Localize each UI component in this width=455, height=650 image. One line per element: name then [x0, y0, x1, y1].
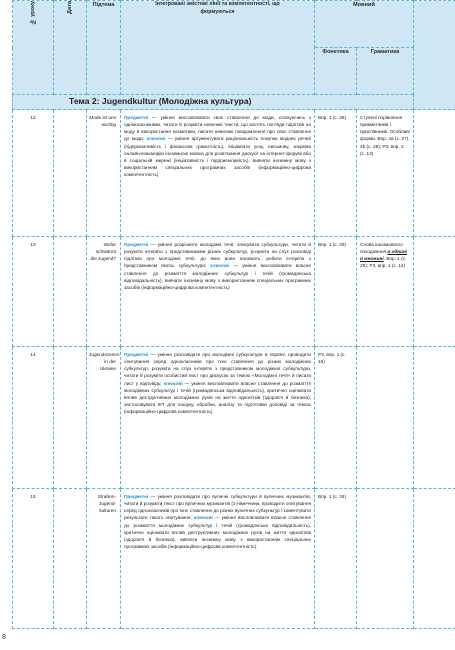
lesson-phonetics: Впр. 1 (с. 26) [315, 110, 357, 237]
lesson-number: 12 [13, 110, 54, 237]
col-header-language: Мовний [315, 1, 414, 48]
blank-column [414, 1, 455, 110]
lesson-competences: Предметні — уміння розповідати про вуличні субкультури й вуличних музикантів, читати й розуміти текст про вуличних музикантів (з Німеччини, проводити опитування серед однокласників про їхнє ставлення до різних вуличних субкультур і коментувати результати такого опитування; ключові — уміння висловлювати власне ставлення до розмаїття молодіжних субкультур і течій (громадянська відповідальність), критично оцінювати вплив деструктивних молодіжних рухів на життя однолітків (здоров'я й безпека), вивчати іноземну мову з використанням спеціальних програмних засобів (інформаційно-цифрова компетентність) [121, 489, 315, 629]
col-header-phonetics: Фонетика [315, 48, 357, 95]
lesson-topic: Jugendszenen in der Ukraine [87, 347, 121, 489]
lesson-date [54, 237, 87, 347]
blank-cell [414, 110, 455, 237]
lesson-grammar [357, 347, 414, 489]
lesson-number: 13 [13, 237, 54, 347]
page-number: 8 [2, 634, 6, 641]
lesson-plan-table [12, 0, 455, 629]
header-row-top [13, 1, 455, 48]
lesson-topic: Mode ist uns wichtig [87, 110, 121, 237]
blank-cell [414, 347, 455, 489]
col-header-grammar: Граматика [357, 48, 414, 95]
lesson-phonetics: Впр. 1 (с. 29) [315, 237, 357, 347]
lesson-grammar: Слова іншомовного походження в однині й множині. Впр. 1 (с. 29); Р3, впр. 1 (с. 14) [357, 237, 414, 347]
lesson-date [54, 110, 87, 237]
lesson-number: 14 [13, 347, 54, 489]
lesson-topic: Wofür schwärmt die Jugend? [87, 237, 121, 347]
table-row [13, 110, 455, 237]
blank-cell [414, 489, 455, 629]
lesson-phonetics: Впр. 1 (с. 34) [315, 489, 357, 629]
lesson-grammar: Ступені порівняння прикметників і прислівників. Особливі форми. Впр. 4a (с. 27), 4b (с. 28); Р3, впр. 2 (с. 13) [357, 110, 414, 237]
lesson-phonetics: Р3, впр. 1 (с. 16) [315, 347, 357, 489]
theme-row [13, 95, 455, 110]
lesson-date [54, 489, 87, 629]
lesson-grammar [357, 489, 414, 629]
theme-title: Тема 2: Jugendkultur (Молодіжна культура) [13, 95, 414, 110]
lesson-competences: Предметні — уміння розповідати про молодіжні субкультури в Україні, проводити опитування серед однокласників про їхнє ставлення до різних молодіжних субкультур, розуміти на слух інтерв'ю з представником молодіжної субкультури, читати й розуміти особистий лист про дискусію за темою «Молодіжні течії» й писати лист у відповідь; ключові — уміння висловлювати власне ставлення до розмаїття молодіжних субкультур і течій (громадянська відповідальність), критично оцінювати вплив деструктивних молодіжних рухів на життя однолітків (здоров'я й безпека), застосовувати ІКТ для пошуку, обробки, аналізу та підготовки доповіді за темою (інформаційно-цифрова компетентність) [121, 347, 315, 489]
col-header-integrated: Інтегровані змістові лінії та компетентності, що формуються [121, 1, 315, 95]
col-header-date: Дата [54, 1, 87, 95]
lesson-topic: Straßen-Jugend-kulturen [87, 489, 121, 629]
lesson-plan-sheet [12, 0, 455, 638]
col-header-num: № уроку [13, 1, 54, 95]
blank-cell [414, 237, 455, 347]
lesson-competences: Предметні — уміння висловлювати своє ставлення до моди, спілкуючись з однокласниками, читати й розуміти невеликі тексти, що містять погляди підлітків на моду й використання косметики, писати невеликі повідомлення про своє ставлення до моди; ключові — уміння аргументувати раціональність покупки модних речей (підприємливість і фінансова грамотність), ініціювати усну, письмову, зокрема онлайн-взаємодію іноземною мовою для розв'язання дискусії на інтернет-форумі або в соціальній мережі (ініціативність і підприємливість), вивчати іноземну мову з використанням спеціальних програмних засобів (інформаційно-цифрова компетентність) [121, 110, 315, 237]
col-header-topic: Підтема [87, 1, 121, 95]
table-row [13, 237, 455, 347]
table-row [13, 347, 455, 489]
lesson-competences: Предметні — уміння розрізняти молодіжні течії, описувати субкультури, читати й розуміти інтерв'ю з представниками різних субкультур, розуміти на слух розповіді підлітків про молодіжні течії, до яких вони належать, робити інтерв'ю з представником якоїсь субкультури; ключові — уміння висловлювати власне ставлення до розмаїття молодіжних субкультур і течій (громадянська відповідальність), вивчати іноземну мову з використанням спеціальних програмних засобів (інформаційно-цифрова компетентність) [121, 237, 315, 347]
lesson-number: 15 [13, 489, 54, 629]
table-row [13, 489, 455, 629]
lesson-date [54, 347, 87, 489]
